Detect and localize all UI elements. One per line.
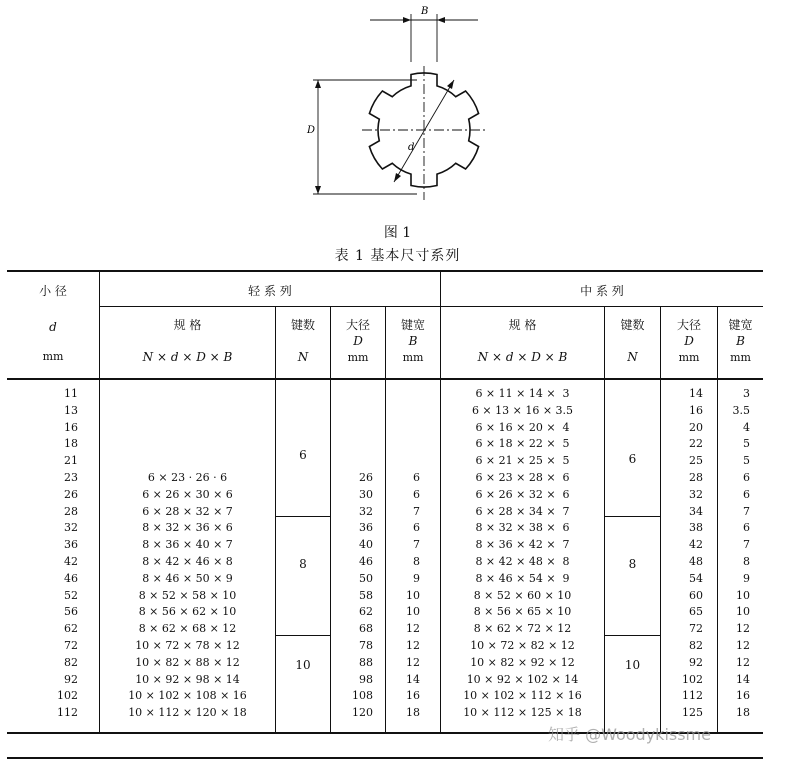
table-header-rule-1: [100, 306, 763, 307]
light-spec-cell: [100, 436, 275, 453]
light-spec-cell: 10 × 82 × 88 × 12: [135, 655, 240, 669]
medium-spec-cell: 6 × 21 × 25 × 5: [475, 454, 570, 468]
light-key-width-cell: 6: [413, 470, 420, 484]
medium-key-width-cell: 6: [743, 487, 750, 501]
header-light-key-count-sym: N: [297, 350, 309, 364]
medium-spec-cell: 8 × 36 × 42 × 7: [475, 538, 570, 552]
light-key-width-cell: [386, 453, 420, 470]
figure-caption: 图 1: [383, 225, 412, 241]
medium-major-d-cell: 125: [682, 706, 703, 720]
light-major-d-cell: 62: [359, 605, 373, 619]
light-major-d-cell: [331, 453, 373, 470]
medium-key-width-cell: 6: [743, 521, 750, 535]
light-key-width-cell: [386, 403, 420, 420]
medium-major-d-cell: 22: [689, 437, 703, 451]
column-light-B: [386, 386, 420, 722]
medium-major-d-cell: 112: [682, 689, 703, 703]
header-small-d: d: [49, 320, 57, 334]
medium-spec-cell: 6 × 23 × 28 × 6: [475, 470, 570, 484]
medium-spec-cell: 8 × 42 × 48 × 8: [475, 554, 570, 568]
medium-key-width-cell: 10: [736, 605, 750, 619]
light-major-d-cell: 32: [359, 504, 373, 518]
medium-major-d-cell: 28: [689, 470, 703, 484]
medium-N-group-10: 10: [624, 658, 641, 672]
light-key-width-cell: 9: [413, 571, 420, 585]
light-major-d-cell: [331, 436, 373, 453]
light-spec-cell: 8 × 42 × 46 × 8: [142, 554, 233, 568]
header-medium-major-d: 大径: [676, 318, 701, 332]
light-spec-cell: [100, 403, 275, 420]
medium-key-width-cell: 7: [743, 538, 750, 552]
light-major-d-cell: 108: [352, 689, 373, 703]
medium-spec-cell: 10 × 72 × 82 × 12: [470, 638, 575, 652]
light-spec-cell: 8 × 36 × 40 × 7: [142, 538, 233, 552]
small-d-cell: 32: [64, 521, 78, 535]
small-d-cell: 82: [64, 655, 78, 669]
medium-major-d-cell: 48: [689, 554, 703, 568]
small-d-cell: 62: [64, 622, 78, 636]
label-B: B: [421, 6, 429, 17]
table-top-rule: [7, 270, 763, 272]
column-medium-spec: [441, 386, 604, 722]
light-key-width-cell: 10: [406, 588, 420, 602]
medium-spec-cell: 8 × 56 × 65 × 10: [473, 605, 572, 619]
medium-major-d-cell: 32: [689, 487, 703, 501]
medium-spec-cell: 6 × 18 × 22 × 5: [475, 437, 570, 451]
small-d-cell: 36: [64, 538, 78, 552]
light-spec-cell: [100, 420, 275, 437]
light-major-d-cell: 36: [359, 521, 373, 535]
small-d-cell: 26: [64, 487, 78, 501]
label-d: d: [408, 142, 415, 153]
light-major-d-cell: 120: [352, 706, 373, 720]
light-major-d-cell: 30: [359, 487, 373, 501]
header-medium-key-count: 键数: [620, 318, 645, 332]
light-key-width-cell: [386, 420, 420, 437]
medium-major-d-cell: 82: [689, 638, 703, 652]
light-key-width-cell: [386, 386, 420, 403]
light-major-d-cell: [331, 420, 373, 437]
medium-key-width-cell: 3: [743, 387, 750, 400]
medium-spec-cell: 6 × 28 × 34 × 7: [475, 504, 570, 518]
header-small-diameter: 小 径: [39, 284, 67, 298]
header-medium-key-width: 键宽: [728, 318, 753, 332]
b-arrow-right: [437, 17, 445, 23]
light-major-d-cell: [331, 386, 373, 403]
small-d-cell: 56: [64, 605, 78, 619]
light-key-width-cell: 7: [413, 504, 420, 518]
small-d-cell: 52: [64, 588, 78, 602]
header-light-key-width-unit: mm: [402, 351, 424, 364]
header-light-key-width-sym: B: [408, 334, 418, 348]
light-key-width-cell: 12: [406, 622, 420, 636]
light-spec-cell: 8 × 46 × 50 × 9: [142, 571, 233, 585]
medium-major-d-cell: 65: [689, 605, 703, 619]
light-N-sep-1: [276, 516, 330, 517]
light-major-d-cell: 26: [359, 470, 373, 484]
medium-major-d-cell: 102: [682, 672, 703, 686]
medium-N-group-6: 6: [628, 452, 637, 466]
medium-major-d-cell: 72: [689, 622, 703, 636]
light-spec-cell: 6 × 26 × 30 × 6: [142, 487, 233, 501]
header-light-key-count: 键数: [290, 318, 315, 332]
medium-spec-cell: 8 × 62 × 72 × 12: [473, 622, 572, 636]
small-d-cell: 112: [57, 706, 78, 720]
medium-N-sep-2: [605, 635, 660, 636]
small-d-cell: 92: [64, 672, 78, 686]
light-spec-cell: 10 × 112 × 120 × 18: [128, 706, 247, 720]
medium-major-d-cell: 25: [689, 454, 703, 468]
medium-spec-cell: 10 × 82 × 92 × 12: [470, 655, 575, 669]
light-key-width-cell: 8: [413, 554, 420, 568]
medium-key-width-cell: 12: [736, 655, 750, 669]
light-key-width-cell: [386, 436, 420, 453]
light-key-width-cell: 12: [406, 655, 420, 669]
light-N-group-10: 10: [295, 658, 311, 672]
small-d-cell: 28: [64, 504, 78, 518]
medium-N-group-8: 8: [628, 557, 637, 571]
light-spec-cell: 8 × 62 × 68 × 12: [138, 622, 237, 636]
medium-key-width-cell: 9: [743, 571, 750, 585]
header-medium-spec: 规 格: [508, 318, 537, 332]
light-spec-cell: 10 × 92 × 98 × 14: [135, 672, 240, 686]
medium-key-width-cell: 10: [736, 588, 750, 602]
light-spec-cell: [100, 453, 275, 470]
header-medium-spec-formula: N × d × D × B: [477, 350, 568, 364]
column-medium-B: [718, 386, 750, 722]
header-light-major-d-sym: D: [353, 334, 363, 348]
medium-key-width-cell: 5: [743, 454, 750, 468]
header-light-spec: 规 格: [173, 318, 202, 332]
header-medium-major-d-unit: mm: [678, 351, 700, 364]
light-N-group-6: 6: [299, 448, 307, 462]
light-major-d-cell: 40: [359, 538, 373, 552]
medium-major-d-cell: 54: [689, 571, 703, 585]
header-light-major-d-unit: mm: [347, 351, 369, 364]
light-spec-cell: 6 × 23 · 26 · 6: [147, 470, 228, 484]
medium-spec-cell: 6 × 16 × 20 × 4: [475, 420, 570, 434]
light-major-d-cell: 98: [359, 672, 373, 686]
header-medium-series: 中 系 列: [580, 284, 624, 298]
header-light-spec-formula: N × d × D × B: [142, 350, 233, 364]
light-major-d-cell: [331, 403, 373, 420]
medium-key-width-cell: 7: [743, 504, 750, 518]
header-light-key-width: 键宽: [400, 318, 425, 332]
header-medium-key-width-unit: mm: [730, 351, 751, 364]
column-light-spec: [100, 386, 275, 722]
header-light-major-d: 大径: [345, 318, 370, 332]
medium-key-width-cell: 4: [743, 420, 750, 434]
light-major-d-cell: 46: [359, 554, 373, 568]
medium-spec-cell: 6 × 13 × 16 × 3.5: [471, 403, 574, 417]
spline-shaft-figure: [290, 5, 510, 220]
column-small-d: [20, 386, 78, 722]
table-caption: 表 1 基本尺寸系列: [334, 248, 461, 264]
light-N-sep-2: [276, 635, 330, 636]
d-minor-dim-line: [394, 80, 454, 182]
header-medium-major-d-sym: D: [684, 334, 694, 348]
small-d-cell: 18: [64, 437, 78, 451]
small-d-cell: 21: [64, 454, 78, 468]
medium-major-d-cell: 60: [689, 588, 703, 602]
medium-key-width-cell: 14: [736, 672, 750, 686]
light-key-width-cell: 12: [406, 638, 420, 652]
table-bottom-rule-2: [7, 757, 763, 759]
column-medium-D: [661, 386, 703, 722]
column-light-D: [331, 386, 373, 722]
medium-key-width-cell: 12: [736, 638, 750, 652]
medium-key-width-cell: 6: [743, 470, 750, 484]
watermark: 知乎 @Woodykissme: [548, 725, 711, 744]
light-key-width-cell: 10: [406, 605, 420, 619]
light-key-width-cell: 7: [413, 538, 420, 552]
light-spec-cell: 8 × 52 × 58 × 10: [138, 588, 237, 602]
light-major-d-cell: 50: [359, 571, 373, 585]
small-d-cell: 72: [64, 638, 78, 652]
light-spec-cell: 8 × 56 × 62 × 10: [138, 605, 237, 619]
light-spec-cell: [100, 386, 275, 403]
medium-spec-cell: 6 × 11 × 14 × 3: [475, 387, 570, 400]
light-spec-cell: 10 × 102 × 108 × 16: [128, 689, 247, 703]
medium-major-d-cell: 92: [689, 655, 703, 669]
light-spec-cell: 10 × 72 × 78 × 12: [135, 638, 240, 652]
small-d-cell: 42: [64, 554, 78, 568]
d-arrow-bottom: [315, 186, 321, 194]
medium-spec-cell: 6 × 26 × 32 × 6: [475, 487, 570, 501]
medium-major-d-cell: 38: [689, 521, 703, 535]
light-key-width-cell: 18: [406, 706, 420, 720]
medium-spec-cell: 10 × 102 × 112 × 16: [463, 689, 582, 703]
small-d-cell: 46: [64, 571, 78, 585]
light-key-width-cell: 6: [413, 487, 420, 501]
light-key-width-cell: 14: [406, 672, 420, 686]
medium-major-d-cell: 34: [689, 504, 703, 518]
small-d-cell: 13: [64, 403, 78, 417]
small-d-cell: 23: [64, 470, 78, 484]
medium-key-width-cell: 5: [743, 437, 750, 451]
medium-N-sep-1: [605, 516, 660, 517]
medium-key-width-cell: 3.5: [732, 403, 750, 417]
header-light-series: 轻 系 列: [248, 284, 292, 298]
medium-key-width-cell: 8: [743, 554, 750, 568]
light-major-d-cell: 58: [359, 588, 373, 602]
light-spec-cell: 6 × 28 × 32 × 7: [142, 504, 233, 518]
small-d-cell: 16: [64, 420, 78, 434]
small-d-cell: 102: [57, 689, 78, 703]
medium-key-width-cell: 18: [736, 706, 750, 720]
medium-major-d-cell: 16: [689, 403, 703, 417]
light-key-width-cell: 6: [413, 521, 420, 535]
light-major-d-cell: 78: [359, 638, 373, 652]
header-small-unit: mm: [42, 350, 64, 363]
d-arrow-top: [315, 80, 321, 88]
medium-major-d-cell: 20: [689, 420, 703, 434]
light-major-d-cell: 68: [359, 622, 373, 636]
medium-spec-cell: 8 × 52 × 60 × 10: [473, 588, 572, 602]
d-minor-arrow-bottom: [394, 173, 401, 182]
medium-key-width-cell: 12: [736, 622, 750, 636]
light-N-group-8: 8: [299, 557, 307, 571]
medium-spec-cell: 10 × 112 × 125 × 18: [463, 706, 582, 720]
medium-spec-cell: 8 × 46 × 54 × 9: [475, 571, 570, 585]
medium-major-d-cell: 42: [689, 538, 703, 552]
light-spec-cell: 8 × 32 × 36 × 6: [142, 521, 233, 535]
medium-spec-cell: 8 × 32 × 38 × 6: [475, 521, 570, 535]
b-arrow-left: [403, 17, 411, 23]
d-minor-arrow-top: [447, 80, 454, 89]
medium-major-d-cell: 14: [689, 387, 703, 400]
medium-spec-cell: 10 × 92 × 102 × 14: [466, 672, 579, 686]
header-medium-key-width-sym: B: [736, 334, 745, 348]
label-D: D: [307, 125, 316, 136]
light-major-d-cell: 88: [359, 655, 373, 669]
medium-key-width-cell: 16: [736, 689, 750, 703]
small-d-cell: 11: [64, 387, 78, 400]
light-key-width-cell: 16: [406, 689, 420, 703]
header-medium-key-count-sym: N: [627, 350, 638, 364]
